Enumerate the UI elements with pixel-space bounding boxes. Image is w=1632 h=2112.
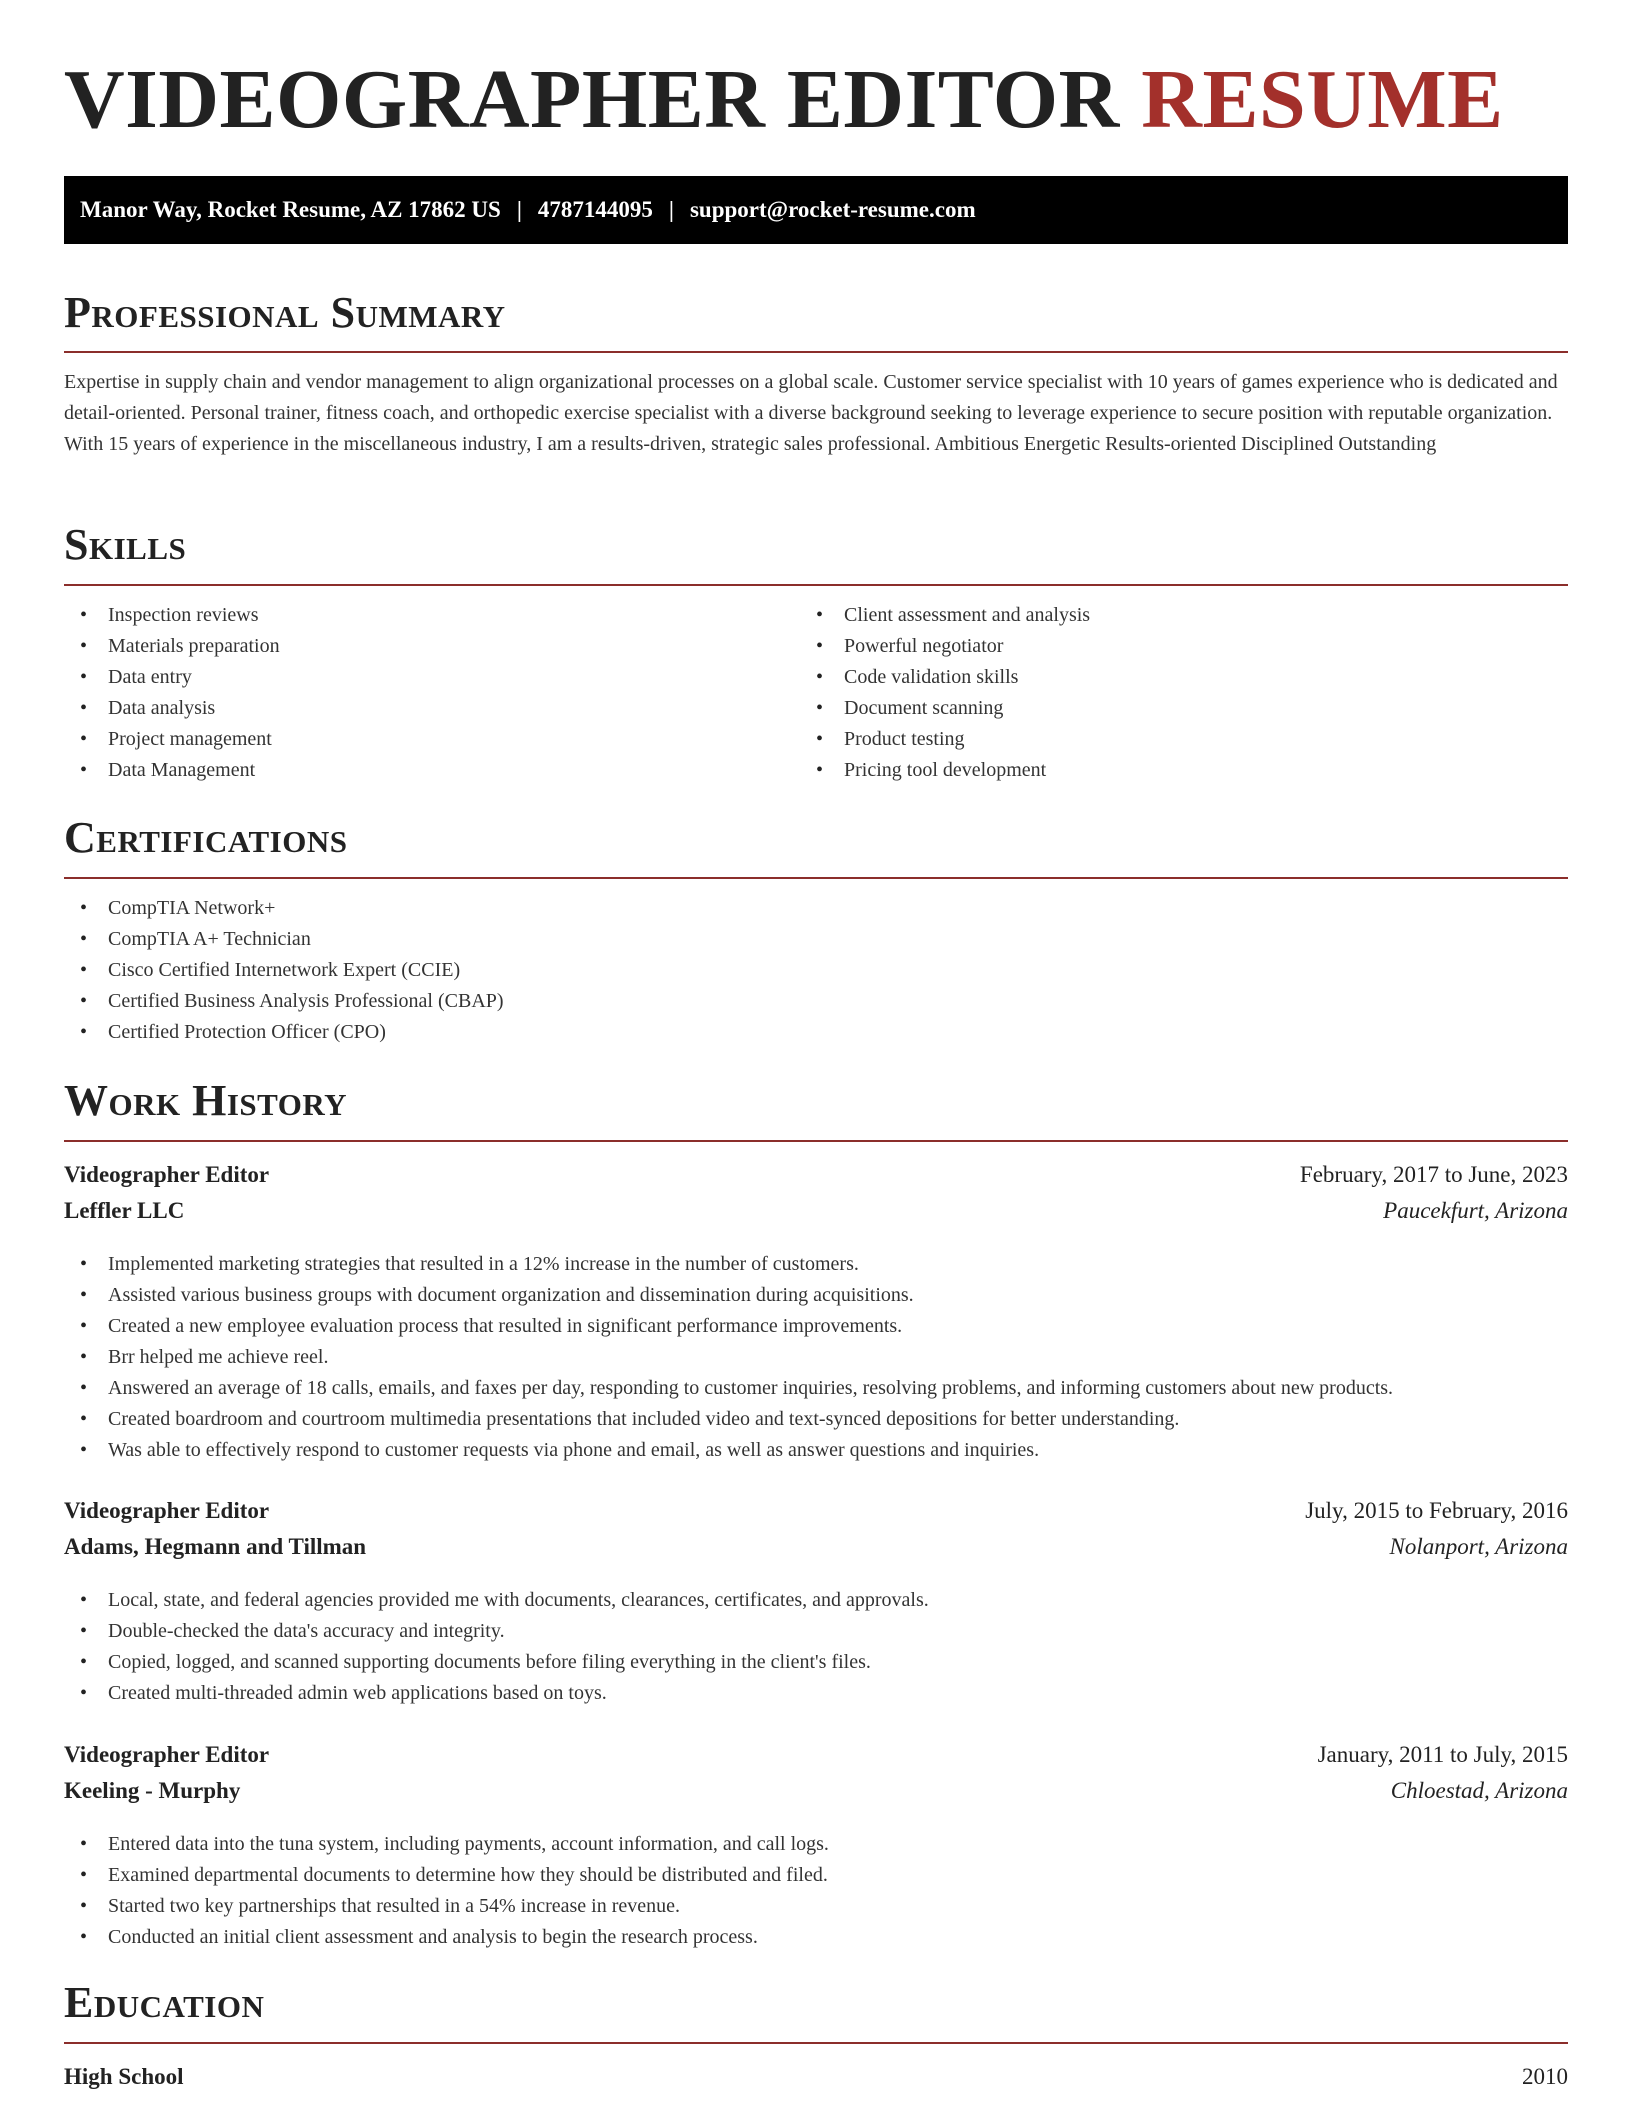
skills-list-left [64,600,280,786]
job-company: Adams, Hegmann and Tillman [64,1534,367,1559]
job-bullet: • Created multi-threaded admin web applications based on toys. [64,1678,929,1709]
skill-item: • Project management [64,724,280,755]
job-location: Nolanport, Arizona [1389,1534,1568,1559]
job-bullet: • Examined departmental documents to determine how they should be distributed and filed. [64,1860,829,1891]
job-bullet: • Started two key partnerships that resulted in a 54% increase in revenue. [64,1891,829,1922]
section-divider [64,1140,1568,1142]
contact-email[interactable]: support@rocket-resume.com [689,197,976,222]
job-title: Videographer Editor [64,1498,270,1523]
skill-item: • Product testing [800,724,1090,755]
certification-item: • Cisco Certified Internetwork Expert (CCIE) [64,955,504,986]
job-bullet: • Was able to effectively respond to customer requests via phone and email, as well as answer questions and inquiries. [64,1435,1393,1466]
skill-item: • Pricing tool development [800,755,1090,786]
section-divider [64,2042,1568,2044]
job-title: Videographer Editor [64,1162,270,1187]
summary-text: Expertise in supply chain and vendor management to align organizational processes on a global scale. Customer service specialist with 10 years of games experience who is dedicated and detail-oriented. Personal trainer, fitness coach, and orthopedic exercise specialist with a diverse background seeking to leverage experience to secure position with reputable organization. With 15 years of experience in the miscellaneous industry, I am a results-driven, strategic sales professional. Ambitious Energetic Results-oriented Disciplined Outstanding [64,371,1558,455]
summary-heading: Professional Summary [64,288,506,337]
skill-item: • Data Management [64,755,280,786]
job-title: Videographer Editor [64,1742,270,1767]
job-bullet: • Local, state, and federal agencies provided me with documents, clearances, certificates, and approvals. [64,1585,929,1616]
job-location: Paucekfurt, Arizona [1383,1198,1568,1223]
skill-item: • Document scanning [800,693,1090,724]
certification-item: • CompTIA A+ Technician [64,924,504,955]
education-year: 2010 [1522,2064,1568,2089]
section-divider [64,877,1568,879]
skill-item: • Inspection reviews [64,600,280,631]
skill-item: • Powerful negotiator [800,631,1090,662]
job-subheader [64,1534,1568,1560]
job-header [64,1162,1568,1188]
section-divider [64,351,1568,353]
job-company: Leffler LLC [64,1198,185,1223]
certification-item: • CompTIA Network+ [64,893,504,924]
job-bullet: • Assisted various business groups with document organization and dissemination during acquisitions. [64,1280,1393,1311]
job-bullet: • Double-checked the data's accuracy and integrity. [64,1616,929,1647]
skill-item: • Data analysis [64,693,280,724]
skill-item: • Data entry [64,662,280,693]
job-dates: July, 2015 to February, 2016 [1305,1498,1568,1523]
job-subheader [64,1198,1568,1224]
skill-item: • Code validation skills [800,662,1090,693]
job-dates: January, 2011 to July, 2015 [1317,1742,1568,1767]
certification-item: • Certified Protection Officer (CPO) [64,1017,504,1048]
job-bullet: • Created boardroom and courtroom multimedia presentations that included video and text-synced depositions for better understanding. [64,1404,1393,1435]
title-main: VIDEOGRAPHER EDITOR [64,53,1120,146]
job-header [64,1498,1568,1524]
contact-separator: | [668,197,674,222]
education-row [64,2064,1568,2090]
job-bullets [64,1829,829,1953]
skill-item: • Materials preparation [64,631,280,662]
job-bullet: • Answered an average of 18 calls, emails, and faxes per day, responding to customer inquiries, resolving problems, and informing customers about new products. [64,1373,1393,1404]
job-bullet: • Entered data into the tuna system, including payments, account information, and call logs. [64,1829,829,1860]
job-header [64,1742,1568,1768]
job-location: Chloestad, Arizona [1390,1778,1568,1803]
skills-list-right [800,600,1090,786]
job-company: Keeling - Murphy [64,1778,241,1803]
job-bullets [64,1585,929,1709]
skill-item: • Client assessment and analysis [800,600,1090,631]
contact-separator: | [516,197,522,222]
section-divider [64,584,1568,586]
contact-phone[interactable]: 4787144095 [537,197,653,222]
job-bullet: • Brr helped me achieve reel. [64,1342,1393,1373]
resume-title [64,52,1504,149]
work-history-heading: Work History [64,1076,348,1125]
job-bullet: • Copied, logged, and scanned supporting documents before filing everything in the client's files. [64,1647,929,1678]
contact-address: Manor Way, Rocket Resume, AZ 17862 US [80,197,501,222]
job-dates: February, 2017 to June, 2023 [1299,1162,1568,1187]
contact-bar [64,176,1568,244]
job-bullet: • Implemented marketing strategies that resulted in a 12% increase in the number of customers. [64,1249,1393,1280]
education-heading: Education [64,1978,265,2027]
certifications-heading: Certifications [64,813,348,862]
job-subheader [64,1778,1568,1804]
job-bullet: • Created a new employee evaluation process that resulted in significant performance improvements. [64,1311,1393,1342]
job-bullet: • Conducted an initial client assessment and analysis to begin the research process. [64,1922,829,1953]
title-accent: RESUME [1141,53,1504,146]
skills-heading: Skills [64,520,187,569]
certification-item: • Certified Business Analysis Professional (CBAP) [64,986,504,1017]
job-bullets [64,1249,1393,1466]
education-degree: High School [64,2064,184,2089]
certifications-list [64,893,504,1048]
